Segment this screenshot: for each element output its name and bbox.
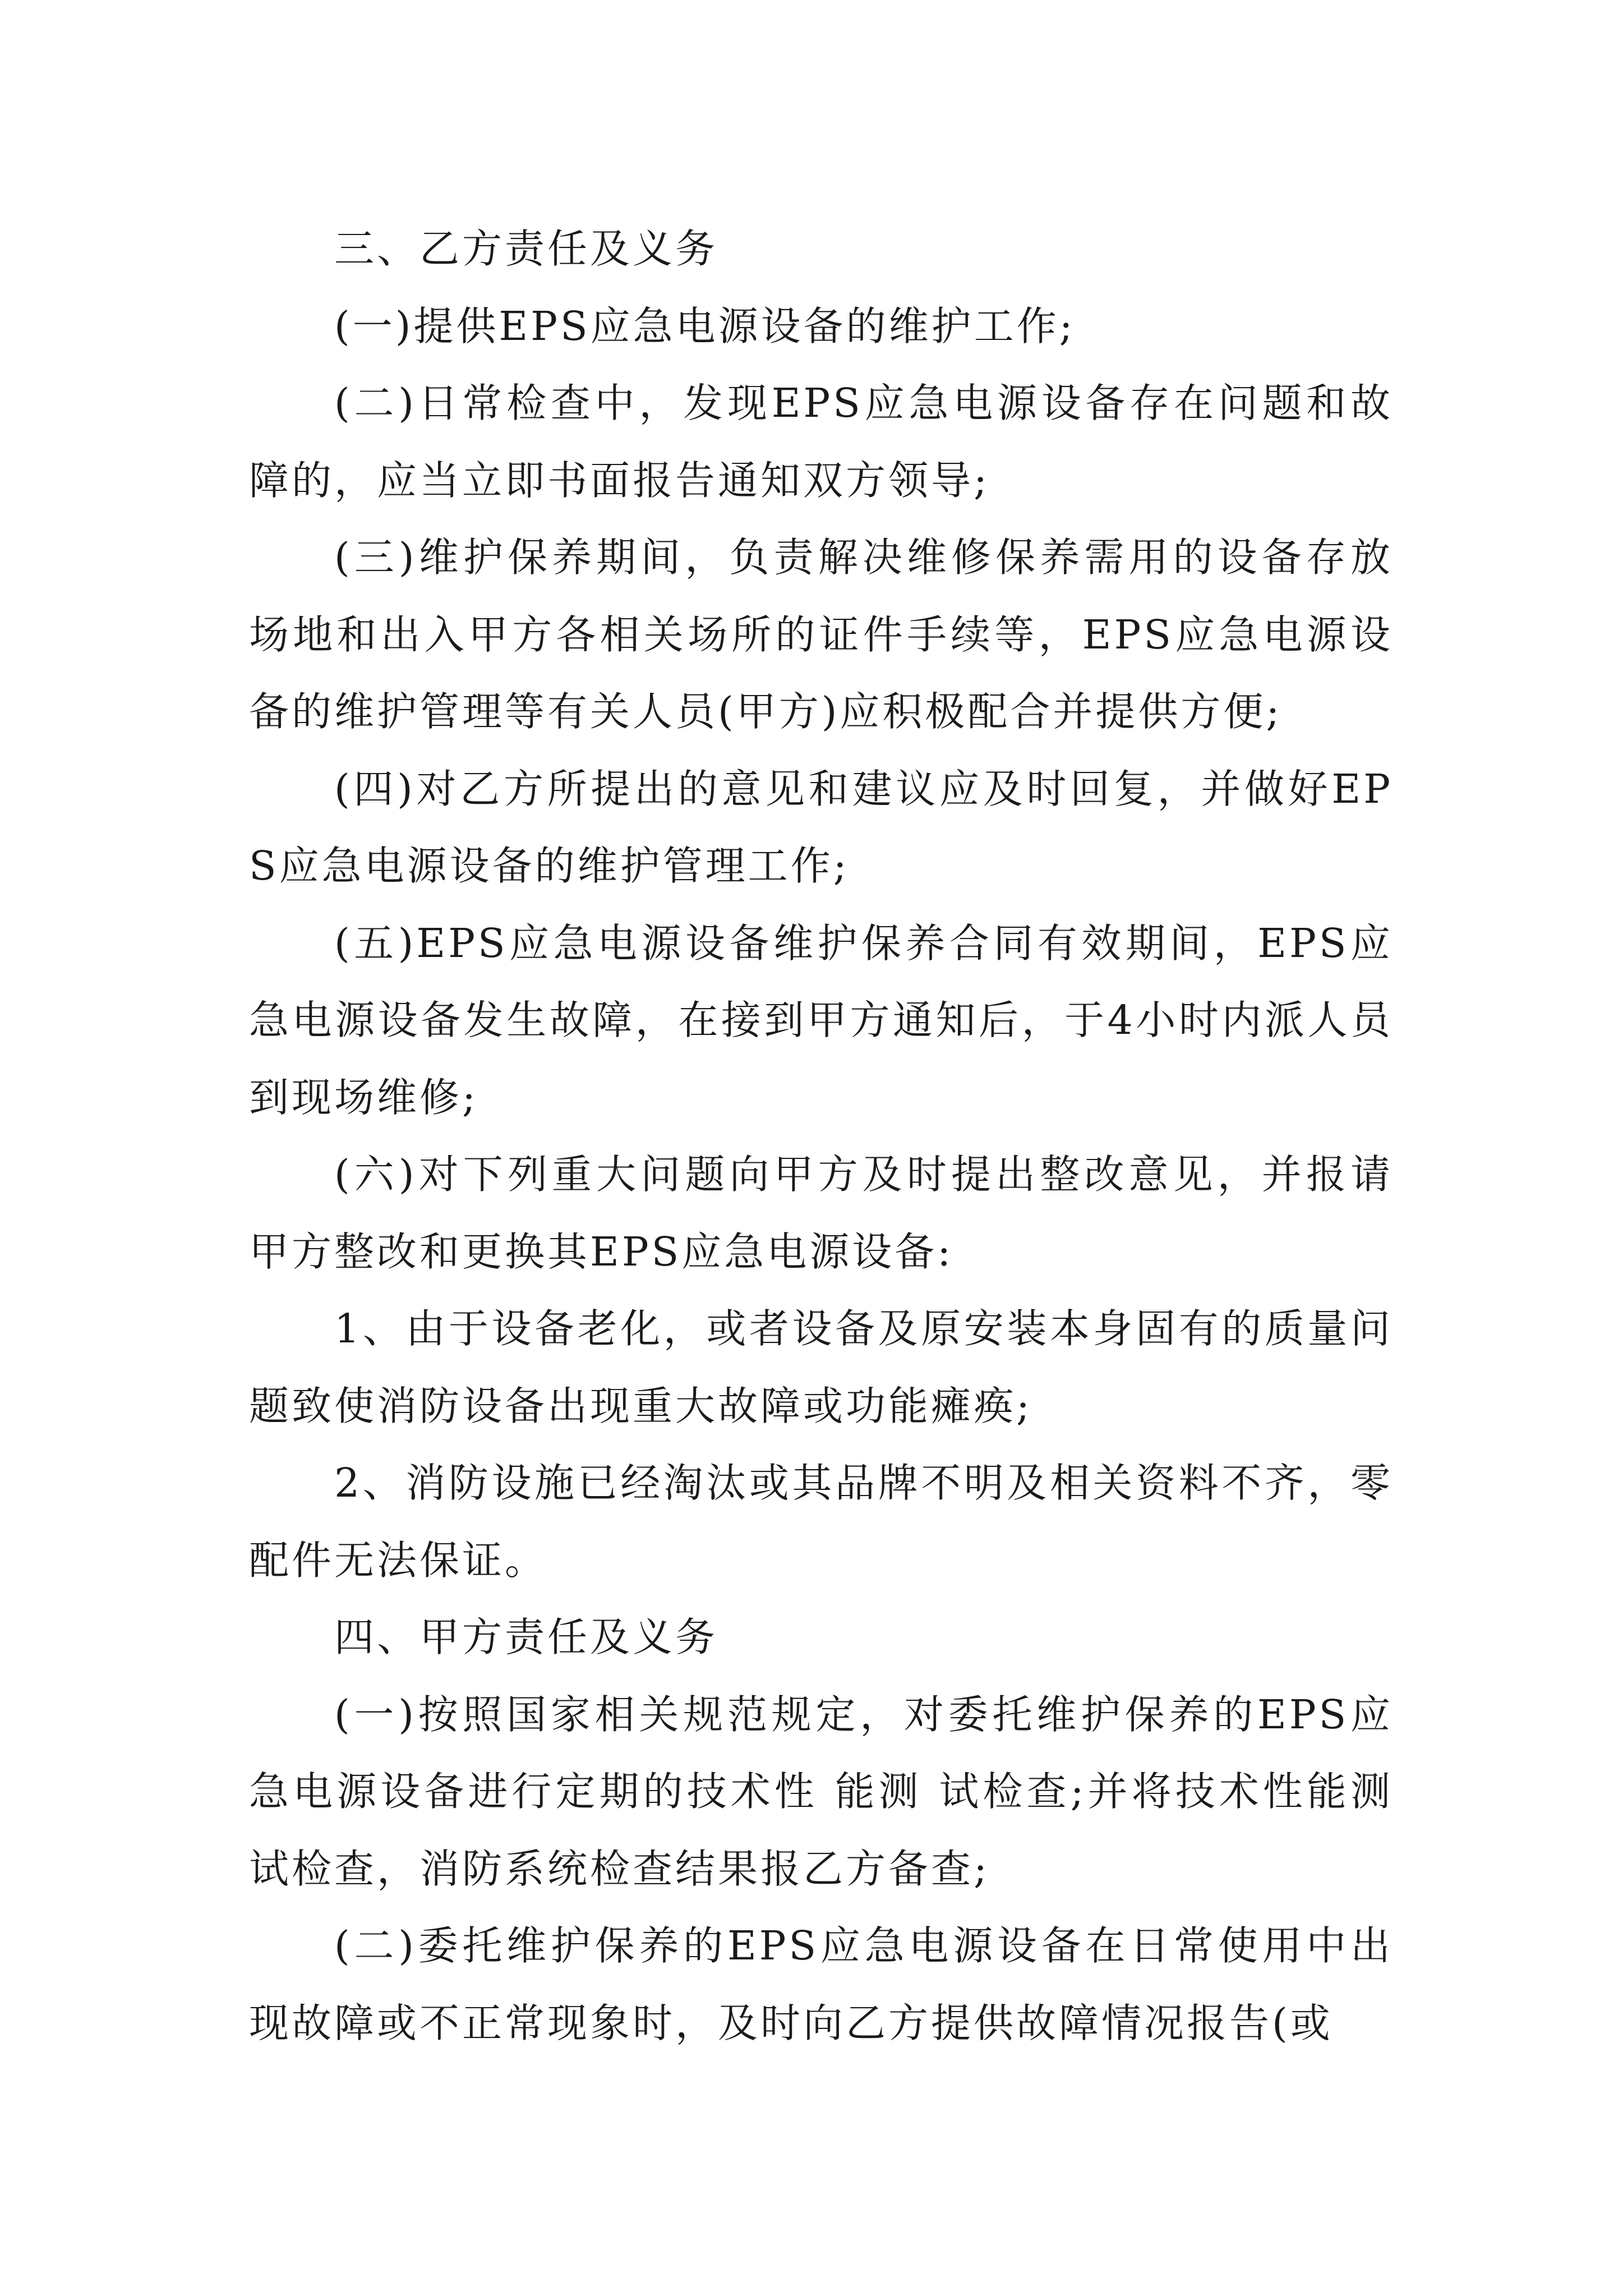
section-heading-party-a: 四、甲方责任及义务 [334,1614,718,1660]
paragraph: (四)对乙方所提出的意见和建议应及时回复，并做好EPS应急电源设备的维护管理工作; [249,765,1393,889]
section-heading-party-b: 三、乙方责任及义务 [334,226,718,272]
document-body [249,210,1393,2062]
paragraph: (二)日常检查中，发现EPS应急电源设备存在问题和故障的，应当立即书面报告通知双方领导; [249,380,1393,504]
list-item: 2、消防设施已经淘汰或其品牌不明及相关资料不齐，零配件无法保证。 [249,1460,1393,1584]
paragraph: (一)按照国家相关规范规定，对委托维护保养的EPS应急电源设备进行定期的技术性 能测 试检查;并将技术性能测试检查，消防系统检查结果报乙方备查; [249,1691,1393,1892]
paragraph: (三)维护保养期间，负责解决维修保养需用的设备存放场地和出入甲方各相关场所的证件手续等，EPS应急电源设备的维护管理等有关人员(甲方)应积极配合并提供方便; [249,534,1393,735]
paragraph: (二)委托维护保养的EPS应急电源设备在日常使用中出现故障或不正常现象时，及时向乙方提供故障情况报告(或 [249,1922,1393,2046]
paragraph: (六)对下列重大问题向甲方及时提出整改意见，并报请甲方整改和更换其EPS应急电源设备: [249,1151,1393,1275]
paragraph: (五)EPS应急电源设备维护保养合同有效期间，EPS应急电源设备发生故障，在接到甲方通知后，于4小时内派人员到现场维修; [249,919,1393,1121]
list-item: 1、由于设备老化，或者设备及原安装本身固有的质量问题致使消防设备出现重大故障或功能瘫痪; [249,1305,1393,1429]
paragraph: (一)提供EPS应急电源设备的维护工作; [334,302,1076,349]
